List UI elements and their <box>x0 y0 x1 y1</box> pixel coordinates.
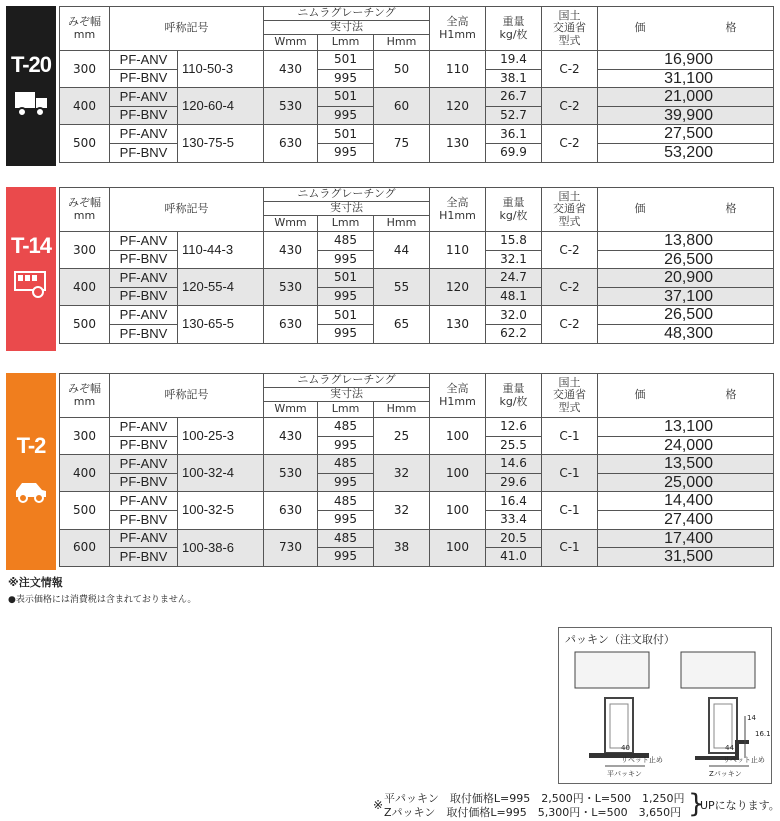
h-cell: 60 <box>374 88 430 125</box>
weight-b-cell: 33.4 <box>486 510 542 529</box>
w-cell: 730 <box>264 529 318 566</box>
model-a-cell: PF-ANV <box>110 492 178 511</box>
dim-40: 40 <box>621 744 630 752</box>
header-height-unit: H1mm <box>439 394 476 408</box>
header-type-2: 交通省 <box>553 21 586 35</box>
header-type-2: 交通省 <box>553 388 586 402</box>
h1-cell: 100 <box>430 492 486 529</box>
model-a-cell: PF-ANV <box>110 529 178 548</box>
header-price-1: 価 <box>634 202 646 216</box>
width-cell: 300 <box>60 232 110 269</box>
header-width-unit: mm <box>73 27 96 41</box>
header-type-3: 型式 <box>558 214 581 228</box>
code-cell: 130-75-5 <box>178 125 264 162</box>
load-class-tab <box>6 187 56 351</box>
rivet-label-flat: リベット止め <box>621 756 663 764</box>
header-type-3: 型式 <box>558 400 581 414</box>
l-a-cell: 485 <box>318 455 374 474</box>
weight-a-cell: 20.5 <box>486 529 542 548</box>
header-type <box>542 374 598 418</box>
price-b-cell: 25,000 <box>598 473 774 492</box>
price-a-cell: 17,400 <box>598 529 774 548</box>
weight-a-cell: 24.7 <box>486 269 542 288</box>
tax-note: ●表示価格には消費税は含まれておりません。 <box>8 595 197 605</box>
spec-table-t14 <box>59 187 774 344</box>
header-price-1: 価 <box>634 21 646 35</box>
l-a-cell: 501 <box>318 306 374 325</box>
table-row <box>60 455 774 474</box>
h1-cell: 120 <box>430 88 486 125</box>
w-cell: 630 <box>264 492 318 529</box>
price-b-cell: 39,900 <box>598 106 774 125</box>
l-a-cell: 501 <box>318 88 374 107</box>
bus-icon <box>14 269 48 299</box>
up-note: UPになります。 <box>700 799 780 812</box>
h-cell: 32 <box>374 492 430 529</box>
header-type <box>542 7 598 51</box>
table-row <box>60 418 774 437</box>
code-cell: 110-44-3 <box>178 232 264 269</box>
model-a-cell: PF-ANV <box>110 455 178 474</box>
price-b-cell: 31,500 <box>598 548 774 567</box>
note-mark: ※ <box>373 798 384 812</box>
type-cell: C-1 <box>542 455 598 492</box>
l-b-cell: 995 <box>318 510 374 529</box>
type-cell: C-2 <box>542 125 598 162</box>
model-a-cell: PF-ANV <box>110 306 178 325</box>
weight-b-cell: 69.9 <box>486 143 542 162</box>
header-price-2: 格 <box>725 202 737 216</box>
h-cell: 38 <box>374 529 430 566</box>
header-w: Wmm <box>264 402 318 418</box>
header-width-label: みぞ幅 <box>68 196 101 210</box>
price-b-cell: 26,500 <box>598 250 774 269</box>
header-grating: ニムラグレーチング <box>264 7 430 21</box>
weight-b-cell: 41.0 <box>486 548 542 567</box>
width-cell: 400 <box>60 269 110 306</box>
l-a-cell: 485 <box>318 492 374 511</box>
header-height-label: 全高 <box>446 15 469 29</box>
header-width <box>60 188 110 232</box>
w-cell: 630 <box>264 125 318 162</box>
load-class-label: T-20 <box>10 52 52 77</box>
model-b-cell: PF-BNV <box>110 106 178 125</box>
header-weight-label: 重量 <box>502 196 525 210</box>
l-b-cell: 995 <box>318 324 374 343</box>
order-info-title: ※注文情報 <box>8 576 63 589</box>
width-cell: 600 <box>60 529 110 566</box>
code-cell: 100-32-5 <box>178 492 264 529</box>
type-cell: C-2 <box>542 269 598 306</box>
header-weight <box>486 188 542 232</box>
table-row <box>60 51 774 70</box>
model-b-cell: PF-BNV <box>110 473 178 492</box>
price-a-cell: 13,800 <box>598 232 774 251</box>
header-width-unit: mm <box>73 208 96 222</box>
model-b-cell: PF-BNV <box>110 69 178 88</box>
header-width-label: みぞ幅 <box>68 382 101 396</box>
price-a-cell: 14,400 <box>598 492 774 511</box>
weight-a-cell: 19.4 <box>486 51 542 70</box>
l-a-cell: 485 <box>318 529 374 548</box>
model-b-cell: PF-BNV <box>110 287 178 306</box>
model-b-cell: PF-BNV <box>110 548 178 567</box>
h-cell: 50 <box>374 51 430 88</box>
price-a-cell: 16,900 <box>598 51 774 70</box>
header-width <box>60 374 110 418</box>
weight-b-cell: 29.6 <box>486 473 542 492</box>
header-height-label: 全高 <box>446 196 469 210</box>
w-cell: 430 <box>264 232 318 269</box>
header-weight-label: 重量 <box>502 15 525 29</box>
header-weight <box>486 374 542 418</box>
header-h: Hmm <box>374 35 430 51</box>
w-cell: 430 <box>264 51 318 88</box>
type-cell: C-1 <box>542 492 598 529</box>
code-cell: 130-65-5 <box>178 306 264 343</box>
model-a-cell: PF-ANV <box>110 269 178 288</box>
price-a-cell: 13,500 <box>598 455 774 474</box>
dim-14: 14 <box>747 714 756 722</box>
w-cell: 530 <box>264 88 318 125</box>
width-cell: 500 <box>60 125 110 162</box>
table-row <box>60 125 774 144</box>
w-cell: 630 <box>264 306 318 343</box>
header-weight-unit: kg/枚 <box>499 208 528 222</box>
weight-b-cell: 32.1 <box>486 250 542 269</box>
price-b-cell: 31,100 <box>598 69 774 88</box>
flat-packing-price: 平パッキン 取付価格L=995 2,500円・L=500 1,250円 <box>384 792 685 805</box>
w-cell: 530 <box>264 455 318 492</box>
header-height <box>430 7 486 51</box>
packing-diagram <box>558 627 772 784</box>
width-cell: 400 <box>60 455 110 492</box>
l-b-cell: 995 <box>318 143 374 162</box>
model-a-cell: PF-ANV <box>110 232 178 251</box>
header-height <box>430 188 486 232</box>
l-b-cell: 995 <box>318 69 374 88</box>
header-width-label: みぞ幅 <box>68 15 101 29</box>
h-cell: 65 <box>374 306 430 343</box>
table-row <box>60 232 774 251</box>
price-a-cell: 27,500 <box>598 125 774 144</box>
header-price <box>598 374 774 418</box>
header-price-2: 格 <box>725 21 737 35</box>
header-price <box>598 7 774 51</box>
model-b-cell: PF-BNV <box>110 436 178 455</box>
header-weight-unit: kg/枚 <box>499 27 528 41</box>
type-cell: C-1 <box>542 418 598 455</box>
header-h: Hmm <box>374 216 430 232</box>
weight-a-cell: 16.4 <box>486 492 542 511</box>
header-w: Wmm <box>264 216 318 232</box>
dim-44: 44 <box>725 744 734 752</box>
spec-table-t2 <box>59 373 774 567</box>
type-cell: C-2 <box>542 232 598 269</box>
weight-b-cell: 38.1 <box>486 69 542 88</box>
w-cell: 530 <box>264 269 318 306</box>
header-weight <box>486 7 542 51</box>
code-cell: 100-38-6 <box>178 529 264 566</box>
l-a-cell: 485 <box>318 232 374 251</box>
l-a-cell: 501 <box>318 125 374 144</box>
model-a-cell: PF-ANV <box>110 125 178 144</box>
width-cell: 500 <box>60 492 110 529</box>
brace: } <box>688 789 705 819</box>
header-code: 呼称記号 <box>110 7 264 51</box>
dim-16: 16.1 <box>755 730 771 738</box>
header-l: Lmm <box>318 402 374 418</box>
weight-a-cell: 15.8 <box>486 232 542 251</box>
h1-cell: 100 <box>430 418 486 455</box>
weight-b-cell: 48.1 <box>486 287 542 306</box>
price-b-cell: 37,100 <box>598 287 774 306</box>
header-code: 呼称記号 <box>110 374 264 418</box>
code-cell: 100-25-3 <box>178 418 264 455</box>
load-class-label: T-2 <box>16 433 46 458</box>
car-icon <box>14 477 48 503</box>
weight-a-cell: 36.1 <box>486 125 542 144</box>
price-b-cell: 53,200 <box>598 143 774 162</box>
type-cell: C-2 <box>542 51 598 88</box>
price-a-cell: 20,900 <box>598 269 774 288</box>
h1-cell: 130 <box>430 306 486 343</box>
table-row <box>60 492 774 511</box>
h-cell: 75 <box>374 125 430 162</box>
header-w: Wmm <box>264 35 318 51</box>
h1-cell: 130 <box>430 125 486 162</box>
weight-a-cell: 14.6 <box>486 455 542 474</box>
load-class-tab <box>6 373 56 570</box>
model-a-cell: PF-ANV <box>110 418 178 437</box>
width-cell: 300 <box>60 51 110 88</box>
table-row <box>60 529 774 548</box>
l-b-cell: 995 <box>318 250 374 269</box>
l-b-cell: 995 <box>318 287 374 306</box>
h1-cell: 100 <box>430 529 486 566</box>
rivet-label-z: リベット止め <box>723 756 765 764</box>
header-actual: 実寸法 <box>264 388 430 402</box>
header-actual: 実寸法 <box>264 21 430 35</box>
header-type-1: 国土 <box>558 9 581 23</box>
load-class-label: T-14 <box>10 233 52 258</box>
header-weight-label: 重量 <box>502 382 525 396</box>
weight-a-cell: 26.7 <box>486 88 542 107</box>
table-row <box>60 269 774 288</box>
code-cell: 110-50-3 <box>178 51 264 88</box>
header-h: Hmm <box>374 402 430 418</box>
model-b-cell: PF-BNV <box>110 324 178 343</box>
diagram-title: パッキン（注文取付） <box>565 633 675 646</box>
header-height <box>430 374 486 418</box>
header-price-1: 価 <box>634 388 646 402</box>
header-type-1: 国土 <box>558 376 581 390</box>
h-cell: 32 <box>374 455 430 492</box>
header-actual: 実寸法 <box>264 202 430 216</box>
header-height-label: 全高 <box>446 382 469 396</box>
h-cell: 44 <box>374 232 430 269</box>
table-row <box>60 88 774 107</box>
header-height-unit: H1mm <box>439 208 476 222</box>
flat-packing-caption: 平パッキン <box>607 770 642 778</box>
l-a-cell: 501 <box>318 51 374 70</box>
h1-cell: 120 <box>430 269 486 306</box>
h1-cell: 110 <box>430 51 486 88</box>
header-type <box>542 188 598 232</box>
l-b-cell: 995 <box>318 473 374 492</box>
width-cell: 500 <box>60 306 110 343</box>
header-l: Lmm <box>318 216 374 232</box>
header-price <box>598 188 774 232</box>
h-cell: 25 <box>374 418 430 455</box>
l-b-cell: 995 <box>318 548 374 567</box>
model-a-cell: PF-ANV <box>110 51 178 70</box>
code-cell: 100-32-4 <box>178 455 264 492</box>
header-price-2: 格 <box>725 388 737 402</box>
header-l: Lmm <box>318 35 374 51</box>
width-cell: 400 <box>60 88 110 125</box>
weight-b-cell: 52.7 <box>486 106 542 125</box>
truck-icon <box>14 88 48 118</box>
width-cell: 300 <box>60 418 110 455</box>
header-type-3: 型式 <box>558 33 581 47</box>
table-row <box>60 306 774 325</box>
header-width <box>60 7 110 51</box>
weight-a-cell: 12.6 <box>486 418 542 437</box>
load-class-tab <box>6 6 56 166</box>
type-cell: C-2 <box>542 88 598 125</box>
header-grating: ニムラグレーチング <box>264 374 430 388</box>
header-width-unit: mm <box>73 394 96 408</box>
code-cell: 120-60-4 <box>178 88 264 125</box>
header-height-unit: H1mm <box>439 27 476 41</box>
l-b-cell: 995 <box>318 106 374 125</box>
type-cell: C-2 <box>542 306 598 343</box>
price-b-cell: 27,400 <box>598 510 774 529</box>
weight-b-cell: 25.5 <box>486 436 542 455</box>
code-cell: 120-55-4 <box>178 269 264 306</box>
model-b-cell: PF-BNV <box>110 250 178 269</box>
l-b-cell: 995 <box>318 436 374 455</box>
z-packing-price: Zパッキン 取付価格L=995 5,300円・L=500 3,650円 <box>384 806 682 819</box>
l-a-cell: 501 <box>318 269 374 288</box>
price-b-cell: 48,300 <box>598 324 774 343</box>
price-a-cell: 13,100 <box>598 418 774 437</box>
l-a-cell: 485 <box>318 418 374 437</box>
model-a-cell: PF-ANV <box>110 88 178 107</box>
weight-a-cell: 32.0 <box>486 306 542 325</box>
header-grating: ニムラグレーチング <box>264 188 430 202</box>
header-type-2: 交通省 <box>553 202 586 216</box>
type-cell: C-1 <box>542 529 598 566</box>
price-b-cell: 24,000 <box>598 436 774 455</box>
h1-cell: 110 <box>430 232 486 269</box>
w-cell: 430 <box>264 418 318 455</box>
h-cell: 55 <box>374 269 430 306</box>
price-a-cell: 26,500 <box>598 306 774 325</box>
model-b-cell: PF-BNV <box>110 143 178 162</box>
header-type-1: 国土 <box>558 190 581 204</box>
z-packing-caption: Zパッキン <box>709 770 742 778</box>
header-code: 呼称記号 <box>110 188 264 232</box>
price-a-cell: 21,000 <box>598 88 774 107</box>
h1-cell: 100 <box>430 455 486 492</box>
weight-b-cell: 62.2 <box>486 324 542 343</box>
spec-table-t20 <box>59 6 774 163</box>
model-b-cell: PF-BNV <box>110 510 178 529</box>
header-weight-unit: kg/枚 <box>499 394 528 408</box>
